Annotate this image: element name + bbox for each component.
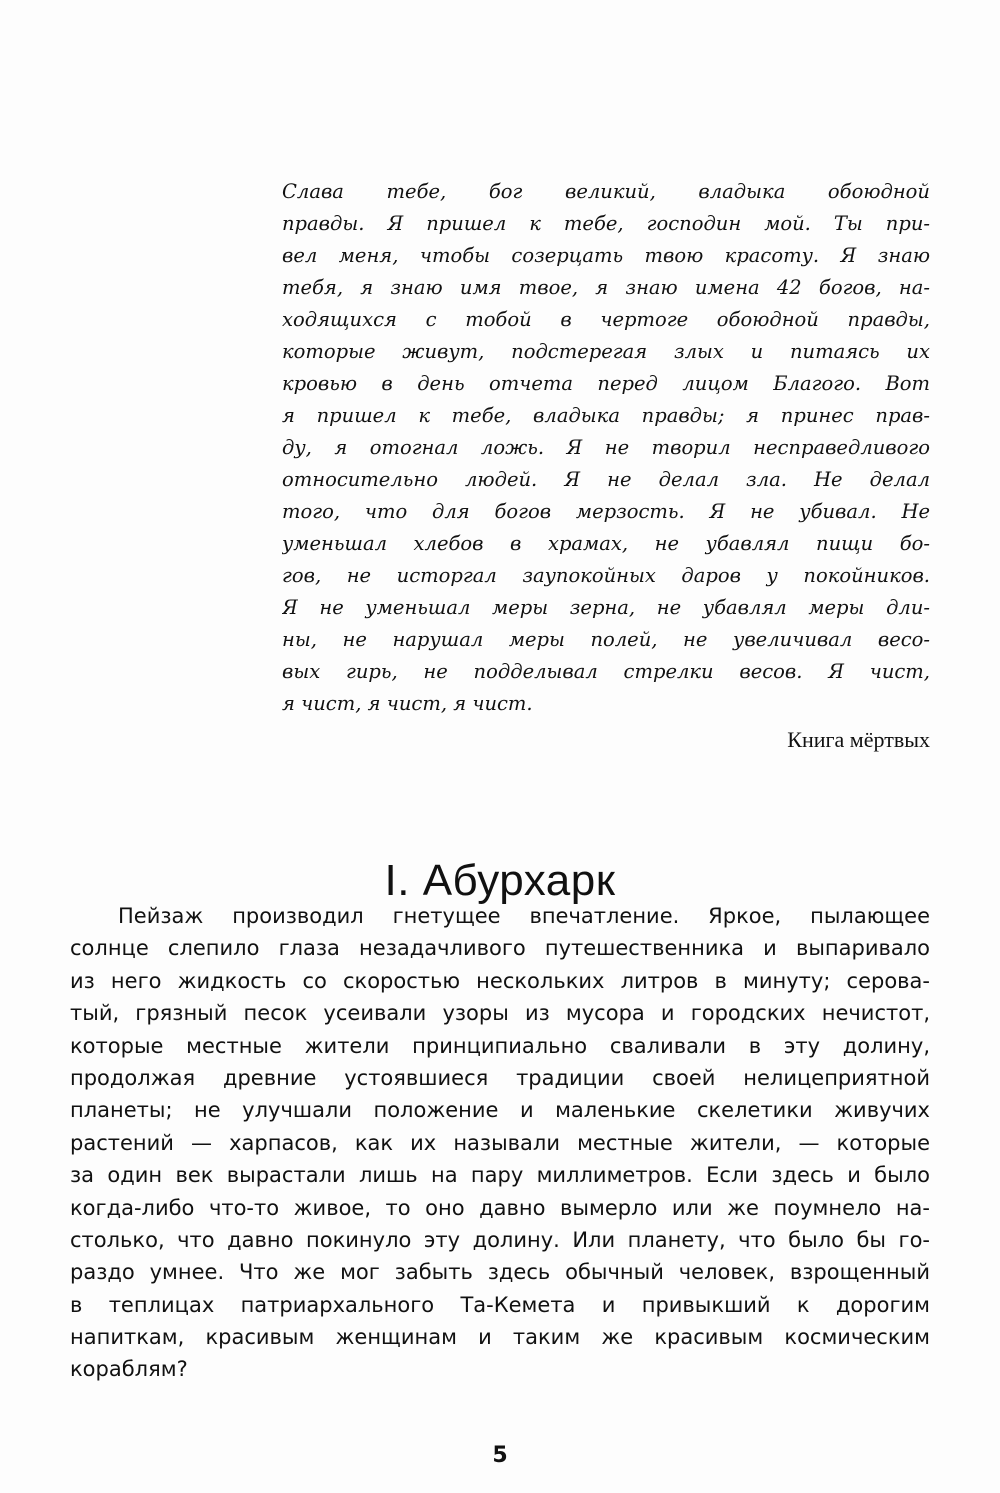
body-line: раздо умнее. Что же мог забыть здесь обычный человек, взрощенный xyxy=(70,1260,930,1285)
epigraph-line: Слава тебе, бог великий, владыка обоюдной xyxy=(282,180,930,203)
epigraph-line: того, что для богов мерзость. Я не убивал. Не xyxy=(282,500,930,523)
body-text xyxy=(70,900,930,1386)
epigraph-line: вел меня, чтобы созерцать твою красоту. Я знаю xyxy=(282,244,930,267)
epigraph-line: тебя, я знаю имя твое, я знаю имена 42 богов, на- xyxy=(282,276,930,299)
epigraph-line: вых гирь, не подделывал стрелки весов. Я чист, xyxy=(282,660,930,683)
body-line: солнце слепило глаза незадачливого путешественника и выпаривало xyxy=(70,936,930,961)
body-line: Пейзаж производил гнетущее впечатление. Яркое, пылающее xyxy=(118,904,930,928)
body-line: тый, грязный песок усеивали узоры из мусора и городских нечистот, xyxy=(70,1001,930,1026)
body-line: планеты; не улучшали положение и маленькие скелетики живучих xyxy=(70,1098,930,1123)
body-line: напиткам, красивым женщинам и таким же красивым космическим xyxy=(70,1325,930,1350)
epigraph-source: Книга мёртвых xyxy=(787,727,930,752)
body-line: в теплицах патриархального Та-Кемета и привыкший к дорогим xyxy=(70,1292,930,1317)
epigraph-line: я чист, я чист, я чист. xyxy=(282,692,533,715)
body-line: столько, что давно покинуло эту долину. Или планету, что было бы го- xyxy=(70,1227,930,1252)
body-line: когда-либо что-то живое, то оно давно вымерло или же поумнело на- xyxy=(70,1195,930,1220)
body-line: кораблям? xyxy=(70,1357,188,1382)
epigraph-line: Я не уменьшал меры зерна, не убавлял меры дли- xyxy=(282,596,930,619)
body-line: которые местные жители принципиально сваливали в эту долину, xyxy=(70,1033,930,1058)
epigraph-line: правды. Я пришел к тебе, господин мой. Ты при- xyxy=(282,212,930,235)
epigraph-line: ны, не нарушал меры полей, не увеличивал весо- xyxy=(282,628,930,651)
epigraph-line: кровью в день отчета перед лицом Благого. Вот xyxy=(282,372,930,395)
epigraph-line: относительно людей. Я не делал зла. Не делал xyxy=(282,468,930,491)
epigraph-line: ходящихся с тобой в чертоге обоюдной правды, xyxy=(282,308,930,331)
epigraph-line: уменьшал хлебов в храмах, не убавлял пищи бо- xyxy=(282,532,930,555)
body-line: продолжая древние устоявшиеся традиции своей нелицеприятной xyxy=(70,1065,930,1090)
epigraph-line: гов, не исторгал заупокойных даров у покойников. xyxy=(282,564,930,587)
epigraph xyxy=(282,176,930,720)
body-line: за один век вырастали лишь на пару миллиметров. Если здесь и было xyxy=(70,1163,930,1188)
body-line: из него жидкость со скоростью нескольких литров в минуту; серова- xyxy=(70,968,930,993)
epigraph-line: которые живут, подстерегая злых и питаясь их xyxy=(282,340,930,363)
epigraph-line: ду, я отогнал ложь. Я не творил несправедливого xyxy=(282,436,930,459)
body-line: растений — харпасов, как их называли местные жители, — которые xyxy=(70,1130,930,1155)
epigraph-line: я пришел к тебе, владыка правды; я принес прав- xyxy=(282,404,930,427)
page-number: 5 xyxy=(492,1443,508,1468)
chapter-title: I. Абурхарк xyxy=(384,856,616,906)
